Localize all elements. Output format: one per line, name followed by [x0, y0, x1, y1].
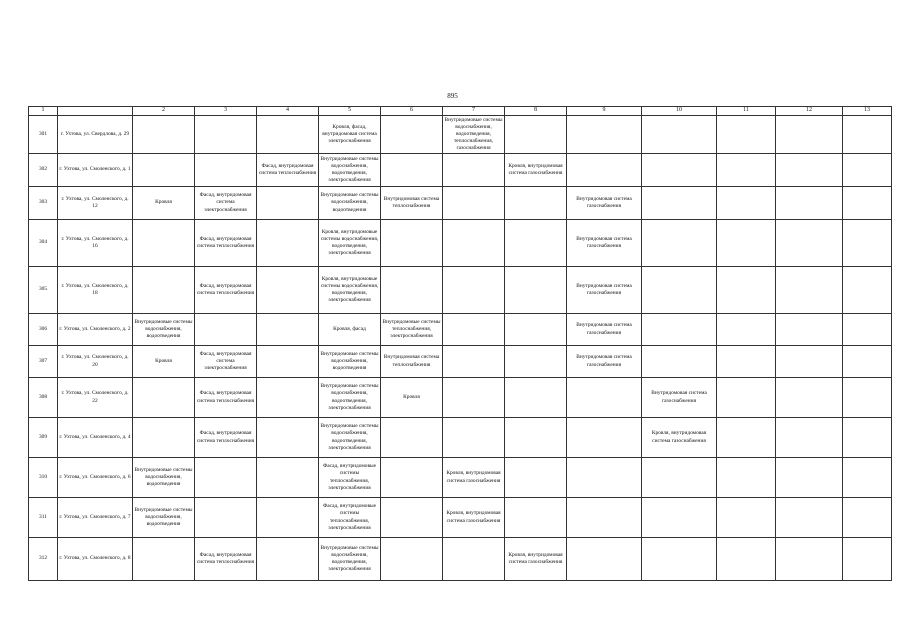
- work-cell: [443, 267, 505, 314]
- work-cell: [505, 418, 567, 458]
- work-cell: [443, 378, 505, 418]
- work-cell: Внутридомовая система газоснабжения: [642, 378, 717, 418]
- work-cell: Кровля, внутридомовая система газоснабжения: [443, 458, 505, 498]
- table-row: [29, 116, 892, 154]
- work-cell: [642, 154, 717, 187]
- page-number: 895: [447, 92, 458, 100]
- work-cell: [567, 538, 642, 581]
- work-cell: Внутридомовые системы водоснабжения, водоотведения, теплоснабжения, газоснабжения: [443, 116, 505, 154]
- header-cell: 13: [843, 107, 892, 116]
- address-cell: г. Ухтова, ул. Смоленского, д. 16: [58, 220, 133, 267]
- work-cell: Кровля: [133, 346, 195, 378]
- work-cell: [843, 116, 892, 154]
- work-cell: [257, 378, 319, 418]
- work-cell: [717, 378, 776, 418]
- work-cell: [381, 220, 443, 267]
- work-cell: Внутридомовые системы водоснабжения, водоотведения: [133, 314, 195, 346]
- work-cell: [567, 418, 642, 458]
- work-cell: [257, 346, 319, 378]
- work-cell: [776, 220, 843, 267]
- header-cell: 5: [319, 107, 381, 116]
- header-cell: 1: [29, 107, 58, 116]
- work-cell: [257, 116, 319, 154]
- work-cell: [642, 116, 717, 154]
- address-cell: г. Ухтова, ул. Смоленского, д. 20: [58, 346, 133, 378]
- address-cell: г. Ухтова, ул. Смоленского, д. 2: [58, 314, 133, 346]
- table-row: [29, 538, 892, 581]
- work-cell: [776, 458, 843, 498]
- work-cell: Внутридомовые системы теплоснабжения, электроснабжения: [381, 314, 443, 346]
- work-cell: [642, 346, 717, 378]
- work-cell: Внутридомовая система теплоснабжения: [381, 187, 443, 220]
- address-cell: г. Ухтова, ул. Смоленского, д. 7: [58, 498, 133, 538]
- work-cell: Кровля, внутридомовая система газоснабжения: [505, 154, 567, 187]
- work-cell: [443, 346, 505, 378]
- work-cell: Фасад, внутридомовая система электроснабжения: [195, 187, 257, 220]
- work-cell: [133, 418, 195, 458]
- work-cell: [642, 220, 717, 267]
- row-number-cell: 306: [29, 314, 58, 346]
- work-cell: [257, 314, 319, 346]
- row-number-cell: 301: [29, 116, 58, 154]
- address-cell: г. Ухтова, ул. Смоленского, д. 12: [58, 187, 133, 220]
- table-row: [29, 458, 892, 498]
- work-cell: Кровля, фасад: [319, 314, 381, 346]
- work-cell: [717, 220, 776, 267]
- work-cell: [381, 538, 443, 581]
- work-cell: [505, 314, 567, 346]
- work-cell: [843, 220, 892, 267]
- work-cell: Фасад, внутридомовая система теплоснабжения: [257, 154, 319, 187]
- work-cell: [443, 220, 505, 267]
- work-cell: [776, 418, 843, 458]
- work-cell: [257, 498, 319, 538]
- header-cell: 2: [133, 107, 195, 116]
- work-cell: [381, 116, 443, 154]
- work-cell: [843, 346, 892, 378]
- header-cell: 12: [776, 107, 843, 116]
- work-cell: [195, 498, 257, 538]
- work-cell: [443, 187, 505, 220]
- work-cell: [505, 378, 567, 418]
- work-cell: [381, 498, 443, 538]
- work-cell: Фасад, внутридомовая система теплоснабжения: [195, 538, 257, 581]
- table-row: [29, 187, 892, 220]
- work-cell: [567, 116, 642, 154]
- work-cell: Внутридомовые системы водоснабжения, водоотведения, электроснабжения: [319, 154, 381, 187]
- work-cell: [717, 154, 776, 187]
- work-cell: [776, 346, 843, 378]
- work-cell: [776, 187, 843, 220]
- row-number-cell: 310: [29, 458, 58, 498]
- header-cell: 6: [381, 107, 443, 116]
- work-cell: [443, 154, 505, 187]
- work-cell: Внутридомовые системы водоснабжения, водоотведения, электроснабжения: [319, 538, 381, 581]
- work-cell: [843, 538, 892, 581]
- table-row: [29, 498, 892, 538]
- header-cell: 10: [642, 107, 717, 116]
- work-cell: Внутридомовая система теплоснабжения: [381, 346, 443, 378]
- work-cell: [133, 378, 195, 418]
- table-row: [29, 154, 892, 187]
- work-cell: [776, 498, 843, 538]
- address-cell: г. Ухтова, ул. Смоленского, д. 22: [58, 378, 133, 418]
- work-cell: [505, 267, 567, 314]
- work-cell: [843, 498, 892, 538]
- work-cell: [717, 314, 776, 346]
- table-row: [29, 418, 892, 458]
- address-cell: г. Ухтова, ул. Смоленского, д. 1: [58, 154, 133, 187]
- work-cell: [717, 538, 776, 581]
- work-cell: [776, 538, 843, 581]
- work-cell: [843, 154, 892, 187]
- header-cell: 8: [505, 107, 567, 116]
- address-cell: г. Ухтова, ул. Смоленского, д. 6: [58, 458, 133, 498]
- work-cell: [567, 498, 642, 538]
- row-number-cell: 303: [29, 187, 58, 220]
- work-cell: [776, 378, 843, 418]
- work-cell: [505, 220, 567, 267]
- work-cell: Внутридомовые системы водоснабжения, водоотведения: [319, 346, 381, 378]
- row-number-cell: 312: [29, 538, 58, 581]
- work-cell: [505, 116, 567, 154]
- work-cell: [567, 378, 642, 418]
- work-cell: [381, 418, 443, 458]
- work-cell: [843, 267, 892, 314]
- work-cell: Внутридомовая система газоснабжения: [567, 220, 642, 267]
- work-cell: [257, 187, 319, 220]
- work-cell: [505, 346, 567, 378]
- work-cell: Фасад, внутридомовая система теплоснабжения: [195, 378, 257, 418]
- work-cell: [195, 116, 257, 154]
- work-cell: Фасад, внутридомовые системы теплоснабжения, электроснабжения: [319, 458, 381, 498]
- work-cell: Кровля, внутридомовые системы водоснабжения, водоотведения, электроснабжения: [319, 220, 381, 267]
- work-cell: Кровля: [133, 187, 195, 220]
- work-cell: [257, 267, 319, 314]
- work-cell: [257, 220, 319, 267]
- work-cell: [443, 418, 505, 458]
- work-cell: [776, 154, 843, 187]
- capital-repair-table: [28, 106, 892, 581]
- work-cell: [843, 458, 892, 498]
- work-cell: [257, 538, 319, 581]
- work-cell: [642, 267, 717, 314]
- work-cell: [195, 458, 257, 498]
- row-number-cell: 309: [29, 418, 58, 458]
- work-cell: Фасад, внутридомовая система теплоснабжения: [195, 267, 257, 314]
- work-cell: Кровля, внутридомовые системы водоснабжения, водоотведения, электроснабжения: [319, 267, 381, 314]
- work-cell: Кровля, фасад, внутридомовая система электроснабжения: [319, 116, 381, 154]
- work-cell: [443, 538, 505, 581]
- table-row: [29, 378, 892, 418]
- work-cell: [843, 314, 892, 346]
- work-cell: [133, 538, 195, 581]
- header-cell: 3: [195, 107, 257, 116]
- work-cell: [717, 498, 776, 538]
- work-cell: [133, 116, 195, 154]
- work-cell: [381, 458, 443, 498]
- work-cell: Внутридомовые системы водоснабжения, водоотведения: [133, 458, 195, 498]
- work-cell: [642, 187, 717, 220]
- header-cell: 4: [257, 107, 319, 116]
- work-cell: [776, 116, 843, 154]
- table-row: [29, 314, 892, 346]
- work-cell: [717, 116, 776, 154]
- work-cell: Внутридомовые системы водоснабжения, водоотведения: [319, 187, 381, 220]
- address-cell: г. Ухтова, ул. Смоленского, д. 8: [58, 538, 133, 581]
- row-number-cell: 307: [29, 346, 58, 378]
- work-cell: Внутридомовые системы водоснабжения, водоотведения, электроснабжения: [319, 378, 381, 418]
- work-cell: [381, 154, 443, 187]
- work-cell: [381, 267, 443, 314]
- work-cell: Кровля, внутридомовая система газоснабжения: [642, 418, 717, 458]
- row-number-cell: 304: [29, 220, 58, 267]
- header-cell: 7: [443, 107, 505, 116]
- work-cell: [776, 267, 843, 314]
- work-cell: [717, 458, 776, 498]
- address-cell: г. Ухтова, ул. Свердлова, д. 29: [58, 116, 133, 154]
- work-cell: [195, 314, 257, 346]
- work-cell: [776, 314, 843, 346]
- work-cell: Кровля, внутридомовая система газоснабжения: [443, 498, 505, 538]
- header-cell: 11: [717, 107, 776, 116]
- work-cell: [505, 187, 567, 220]
- work-cell: [195, 154, 257, 187]
- work-cell: Кровля: [381, 378, 443, 418]
- row-number-cell: 305: [29, 267, 58, 314]
- work-cell: Внутридомовая система газоснабжения: [567, 346, 642, 378]
- header-cell: [58, 107, 133, 116]
- work-cell: [257, 458, 319, 498]
- work-cell: [642, 538, 717, 581]
- work-cell: Фасад, внутридомовая система теплоснабжения: [195, 418, 257, 458]
- work-cell: [505, 498, 567, 538]
- work-cell: [717, 267, 776, 314]
- work-cell: Внутридомовые системы водоснабжения, водоотведения, электроснабжения: [319, 418, 381, 458]
- work-cell: [843, 418, 892, 458]
- address-cell: г. Ухтова, ул. Смоленского, д. 18: [58, 267, 133, 314]
- work-cell: [843, 187, 892, 220]
- address-cell: г. Ухтова, ул. Смоленского, д. 4: [58, 418, 133, 458]
- work-cell: [717, 418, 776, 458]
- row-number-cell: 302: [29, 154, 58, 187]
- work-cell: Кровля, внутридомовая система газоснабжения: [505, 538, 567, 581]
- work-cell: Фасад, внутридомовая система электроснабжения: [195, 346, 257, 378]
- work-cell: [133, 154, 195, 187]
- work-cell: [133, 267, 195, 314]
- work-cell: [642, 458, 717, 498]
- work-cell: Фасад, внутридомовые системы теплоснабжения, электроснабжения: [319, 498, 381, 538]
- work-cell: [505, 458, 567, 498]
- row-number-cell: 311: [29, 498, 58, 538]
- work-cell: Внутридомовая система газоснабжения: [567, 187, 642, 220]
- header-cell: 9: [567, 107, 642, 116]
- work-cell: [257, 418, 319, 458]
- work-cell: [642, 498, 717, 538]
- work-cell: [133, 220, 195, 267]
- table-row: [29, 220, 892, 267]
- table-row: [29, 346, 892, 378]
- work-cell: [443, 314, 505, 346]
- work-cell: [717, 187, 776, 220]
- header-row: [29, 107, 892, 116]
- work-cell: Внутридомовая система газоснабжения: [567, 314, 642, 346]
- work-cell: Внутридомовые системы водоснабжения, водоотведения: [133, 498, 195, 538]
- work-cell: Фасад, внутридомовая система теплоснабжения: [195, 220, 257, 267]
- work-cell: [642, 314, 717, 346]
- work-cell: Внутридомовая система газоснабжения: [567, 267, 642, 314]
- work-cell: [567, 154, 642, 187]
- row-number-cell: 308: [29, 378, 58, 418]
- work-cell: [567, 458, 642, 498]
- table-row: [29, 267, 892, 314]
- work-cell: [717, 346, 776, 378]
- work-cell: [843, 378, 892, 418]
